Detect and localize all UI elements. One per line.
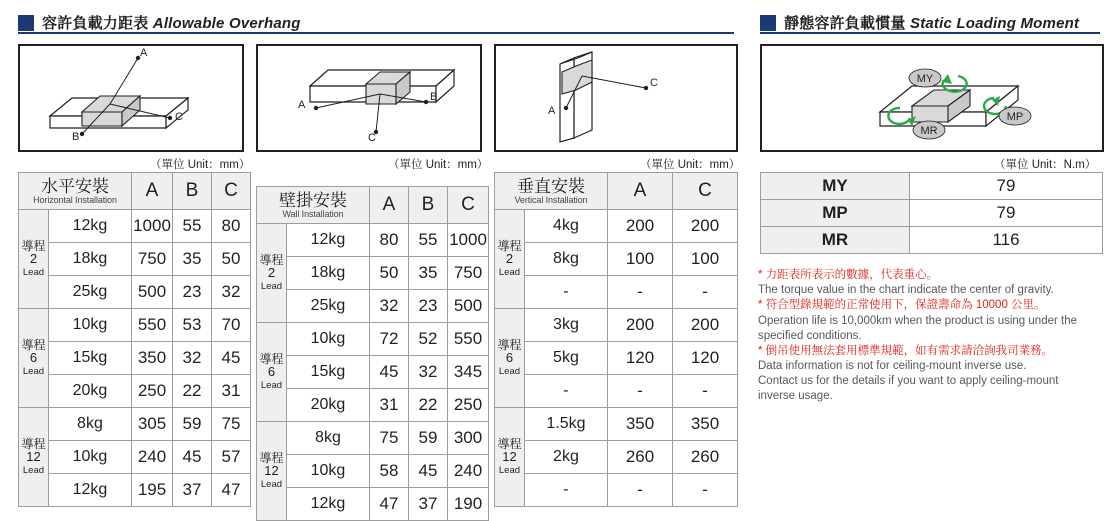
table-row	[19, 375, 251, 408]
lead-label-zh: 導程	[259, 451, 284, 466]
table-row	[495, 474, 738, 507]
cell-c: 32	[212, 276, 251, 309]
svg-text:MP: MP	[1006, 111, 1024, 123]
cell-b: 22	[409, 389, 448, 422]
lead-group-6	[19, 309, 49, 408]
cell-a: 120	[608, 342, 673, 375]
table-static-loading-moment	[760, 172, 1103, 254]
cell-c: 57	[212, 441, 251, 474]
note-line: * 力距表所表示的數據，代表重心。	[758, 269, 939, 281]
table-title-vertical-zh: 垂直安裝	[517, 176, 585, 196]
cell-c: 1000	[448, 224, 489, 257]
unit-label-horizontal: （單位 Unit：mm）	[150, 159, 251, 171]
load-value: 8kg	[524, 243, 607, 276]
lead-label-num: 6	[29, 350, 38, 366]
lead-group-12	[257, 422, 287, 521]
section-title-moment	[784, 12, 1079, 33]
svg-text:A: A	[298, 99, 306, 111]
load-value: 20kg	[48, 375, 131, 408]
cell-b: 53	[173, 309, 212, 342]
section-title-overhang	[42, 12, 301, 33]
load-value: 8kg	[48, 408, 131, 441]
table-row	[495, 375, 738, 408]
table-row	[257, 422, 489, 455]
table-title-vertical-en: Vertical Installation	[514, 194, 588, 205]
cell-c: 100	[673, 243, 738, 276]
table-horizontal-installation	[18, 172, 251, 507]
moment-value-my: 79	[910, 173, 1103, 200]
cell-c: 190	[448, 488, 489, 521]
table-title-horizontal	[19, 173, 132, 210]
figure-horizontal-installation	[18, 44, 244, 152]
lead-label-num: 12	[502, 449, 517, 465]
load-value: 4kg	[524, 210, 607, 243]
lead-label-num: 12	[264, 463, 279, 479]
cell-a: 500	[132, 276, 173, 309]
cell-b: 59	[409, 422, 448, 455]
table-row	[19, 276, 251, 309]
cell-a: 350	[608, 408, 673, 441]
load-value: 12kg	[48, 210, 131, 243]
header-accent-bar	[18, 15, 34, 31]
cell-a: 200	[608, 210, 673, 243]
note-line: specified conditions.	[758, 329, 862, 342]
cell-c: 31	[212, 375, 251, 408]
table-row	[495, 243, 738, 276]
lead-group-12	[19, 408, 49, 507]
table-row	[19, 441, 251, 474]
table-row	[761, 227, 1103, 254]
cell-c: 80	[212, 210, 251, 243]
table-row	[257, 488, 489, 521]
section-header-overhang	[18, 12, 301, 33]
figure-wall-installation	[256, 44, 482, 152]
lead-label-en: Lead	[22, 366, 45, 378]
table-row	[257, 290, 489, 323]
lead-label-zh: 導程	[497, 338, 522, 353]
load-value: 25kg	[286, 290, 369, 323]
lead-label-en: Lead	[22, 465, 45, 477]
cell-a: 750	[132, 243, 173, 276]
lead-group-6	[495, 309, 525, 408]
table-row	[495, 408, 738, 441]
cell-b: 32	[409, 356, 448, 389]
cell-a: 195	[132, 474, 173, 507]
cell-b: 52	[409, 323, 448, 356]
cell-c: 250	[448, 389, 489, 422]
section-title-moment-zh: 靜態容許負載慣量	[784, 15, 906, 32]
load-value: 15kg	[286, 356, 369, 389]
cell-c: 47	[212, 474, 251, 507]
table-row	[257, 187, 489, 224]
figure-moment-drawing	[762, 46, 1098, 146]
figure-vertical-installation	[494, 44, 738, 152]
table-row	[257, 389, 489, 422]
cell-b: 22	[173, 375, 212, 408]
lead-label-zh: 導程	[259, 352, 284, 367]
table-row	[257, 257, 489, 290]
load-value: 15kg	[48, 342, 131, 375]
load-value: 3kg	[524, 309, 607, 342]
lead-group-12	[495, 408, 525, 507]
lead-label-en: Lead	[498, 465, 521, 477]
cell-a: 550	[132, 309, 173, 342]
svg-text:C: C	[175, 111, 183, 123]
table-row	[257, 224, 489, 257]
cell-a: 45	[370, 356, 409, 389]
load-value: 10kg	[286, 455, 369, 488]
note-line: Contact us for the details if you want to apply ceiling-mount	[758, 375, 1059, 388]
cell-c: -	[673, 276, 738, 309]
load-value: 12kg	[48, 474, 131, 507]
cell-b: 23	[173, 276, 212, 309]
cell-a: 1000	[132, 210, 173, 243]
cell-a: -	[608, 375, 673, 408]
cell-c: 75	[212, 408, 251, 441]
load-value: 10kg	[286, 323, 369, 356]
cell-c: 300	[448, 422, 489, 455]
lead-label-en: Lead	[260, 281, 283, 293]
table-row	[495, 173, 738, 210]
load-value: 1.5kg	[524, 408, 607, 441]
moment-value-mp: 79	[910, 200, 1103, 227]
section-title-moment-en: Static Loading Moment	[909, 15, 1080, 32]
cell-b: 23	[409, 290, 448, 323]
cell-a: 80	[370, 224, 409, 257]
table-row	[761, 200, 1103, 227]
load-value: -	[524, 276, 607, 309]
lead-label-num: 2	[29, 251, 38, 267]
svg-text:C: C	[650, 77, 658, 89]
cell-a: 240	[132, 441, 173, 474]
lead-label-zh: 導程	[497, 437, 522, 452]
col-header-c: C	[212, 173, 251, 210]
lead-label-zh: 導程	[259, 253, 284, 268]
lead-group-6	[257, 323, 287, 422]
moment-value-mr: 116	[910, 227, 1103, 254]
note-line: * 倒吊使用無法套用標準規範，如有需求請洽詢我司業務。	[758, 344, 1054, 357]
load-value: -	[524, 375, 607, 408]
note-line: inverse usage.	[758, 390, 833, 403]
cell-c: -	[673, 375, 738, 408]
col-header-b: B	[173, 173, 212, 210]
col-header-a: A	[370, 187, 409, 224]
figure-horizontal-drawing	[20, 46, 238, 146]
cell-a: 75	[370, 422, 409, 455]
load-value: 12kg	[286, 224, 369, 257]
cell-c: 200	[673, 309, 738, 342]
cell-a: -	[608, 276, 673, 309]
cell-a: 72	[370, 323, 409, 356]
lead-label-num: 12	[26, 449, 41, 465]
table-row	[257, 356, 489, 389]
load-value: 10kg	[48, 441, 131, 474]
table-row	[495, 342, 738, 375]
table-row	[495, 210, 738, 243]
lead-label-num: 2	[505, 251, 514, 267]
lead-group-2	[257, 224, 287, 323]
cell-c: 550	[448, 323, 489, 356]
lead-label-zh: 導程	[21, 239, 46, 254]
header-rule-left	[18, 32, 734, 34]
cell-c: -	[673, 474, 738, 507]
table-row	[761, 173, 1103, 200]
lead-label-en: Lead	[260, 380, 283, 392]
load-value: 5kg	[524, 342, 607, 375]
table-title-horizontal-en: Horizontal Installation	[33, 194, 117, 205]
cell-c: 70	[212, 309, 251, 342]
col-header-a: A	[132, 173, 173, 210]
table-vertical-installation	[494, 172, 738, 507]
unit-label-vertical: （單位 Unit：mm）	[640, 159, 741, 171]
cell-a: 305	[132, 408, 173, 441]
cell-a: 200	[608, 309, 673, 342]
cell-c: 345	[448, 356, 489, 389]
cell-b: 59	[173, 408, 212, 441]
header-rule-right	[760, 32, 1100, 34]
cell-b: 45	[173, 441, 212, 474]
col-header-c: C	[673, 173, 738, 210]
load-value: 2kg	[524, 441, 607, 474]
table-row	[19, 408, 251, 441]
cell-c: 750	[448, 257, 489, 290]
cell-a: 32	[370, 290, 409, 323]
table-title-vertical	[495, 173, 608, 210]
note-line: The torque value in the chart indicate the center of gravity.	[758, 284, 1054, 297]
table-row	[19, 342, 251, 375]
note-line: Data information is not for ceiling-mount inverse use.	[758, 360, 1027, 373]
lead-label-num: 6	[505, 350, 514, 366]
table-row	[495, 441, 738, 474]
svg-text:A: A	[140, 47, 148, 59]
lead-label-en: Lead	[498, 366, 521, 378]
svg-text:A: A	[548, 105, 556, 117]
moment-label-mp: MP	[761, 200, 910, 227]
note-line: * 符合型錄規範的正常使用下，保證壽命為 10000 公里。	[758, 299, 1046, 312]
load-value: 25kg	[48, 276, 131, 309]
table-title-horizontal-zh: 水平安裝	[41, 176, 109, 196]
lead-label-num: 6	[267, 364, 276, 380]
col-header-c: C	[448, 187, 489, 224]
section-header-moment	[760, 12, 1079, 33]
cell-c: 120	[673, 342, 738, 375]
header-accent-bar-right	[760, 15, 776, 31]
table-title-wall-en: Wall Installation	[282, 208, 344, 219]
unit-label-wall: （單位 Unit：mm）	[388, 159, 489, 171]
lead-label-en: Lead	[22, 267, 45, 279]
load-value: 18kg	[48, 243, 131, 276]
cell-c: 260	[673, 441, 738, 474]
load-value: 18kg	[286, 257, 369, 290]
table-row	[495, 276, 738, 309]
lead-group-2	[19, 210, 49, 309]
load-value: 10kg	[48, 309, 131, 342]
figure-vertical-drawing	[496, 46, 732, 146]
cell-a: 100	[608, 243, 673, 276]
cell-a: 250	[132, 375, 173, 408]
svg-text:B: B	[430, 91, 438, 103]
cell-c: 50	[212, 243, 251, 276]
cell-a: 260	[608, 441, 673, 474]
cell-b: 37	[409, 488, 448, 521]
cell-c: 350	[673, 408, 738, 441]
table-row	[257, 455, 489, 488]
col-header-b: B	[409, 187, 448, 224]
table-row	[257, 323, 489, 356]
cell-a: -	[608, 474, 673, 507]
table-row	[19, 243, 251, 276]
table-wall-installation	[256, 186, 489, 521]
svg-text:B: B	[72, 131, 80, 143]
cell-c: 200	[673, 210, 738, 243]
table-title-wall-zh: 壁掛安裝	[279, 190, 347, 210]
cell-b: 55	[409, 224, 448, 257]
load-value: 12kg	[286, 488, 369, 521]
svg-text:C: C	[368, 132, 376, 144]
section-title-overhang-en: Allowable Overhang	[152, 15, 301, 32]
cell-c: 500	[448, 290, 489, 323]
lead-label-zh: 導程	[21, 338, 46, 353]
moment-label-my: MY	[761, 173, 910, 200]
unit-label-moment: （單位 Unit：N.m）	[994, 159, 1097, 171]
table-title-wall	[257, 187, 370, 224]
cell-b: 32	[173, 342, 212, 375]
cell-b: 55	[173, 210, 212, 243]
lead-label-zh: 導程	[21, 437, 46, 452]
svg-text:MY: MY	[916, 73, 934, 85]
cell-a: 50	[370, 257, 409, 290]
figure-wall-drawing	[258, 46, 476, 146]
table-row	[19, 210, 251, 243]
cell-c: 240	[448, 455, 489, 488]
load-value: -	[524, 474, 607, 507]
notes-block	[758, 268, 1103, 405]
cell-a: 47	[370, 488, 409, 521]
cell-b: 35	[409, 257, 448, 290]
cell-b: 45	[409, 455, 448, 488]
cell-a: 31	[370, 389, 409, 422]
lead-label-zh: 導程	[497, 239, 522, 254]
table-row	[495, 309, 738, 342]
cell-a: 58	[370, 455, 409, 488]
load-value: 20kg	[286, 389, 369, 422]
section-title-overhang-zh: 容許負載力距表	[42, 15, 149, 32]
table-row	[19, 474, 251, 507]
cell-b: 37	[173, 474, 212, 507]
cell-a: 350	[132, 342, 173, 375]
lead-group-2	[495, 210, 525, 309]
cell-b: 35	[173, 243, 212, 276]
svg-text:MR: MR	[920, 125, 938, 137]
figure-static-loading-moment	[760, 44, 1104, 152]
cell-c: 45	[212, 342, 251, 375]
table-row	[19, 309, 251, 342]
moment-label-mr: MR	[761, 227, 910, 254]
table-row	[19, 173, 251, 210]
lead-label-en: Lead	[498, 267, 521, 279]
lead-label-en: Lead	[260, 479, 283, 491]
lead-label-num: 2	[267, 265, 276, 281]
col-header-a: A	[608, 173, 673, 210]
note-line: Operation life is 10,000km when the product is using under the	[758, 314, 1077, 327]
load-value: 8kg	[286, 422, 369, 455]
